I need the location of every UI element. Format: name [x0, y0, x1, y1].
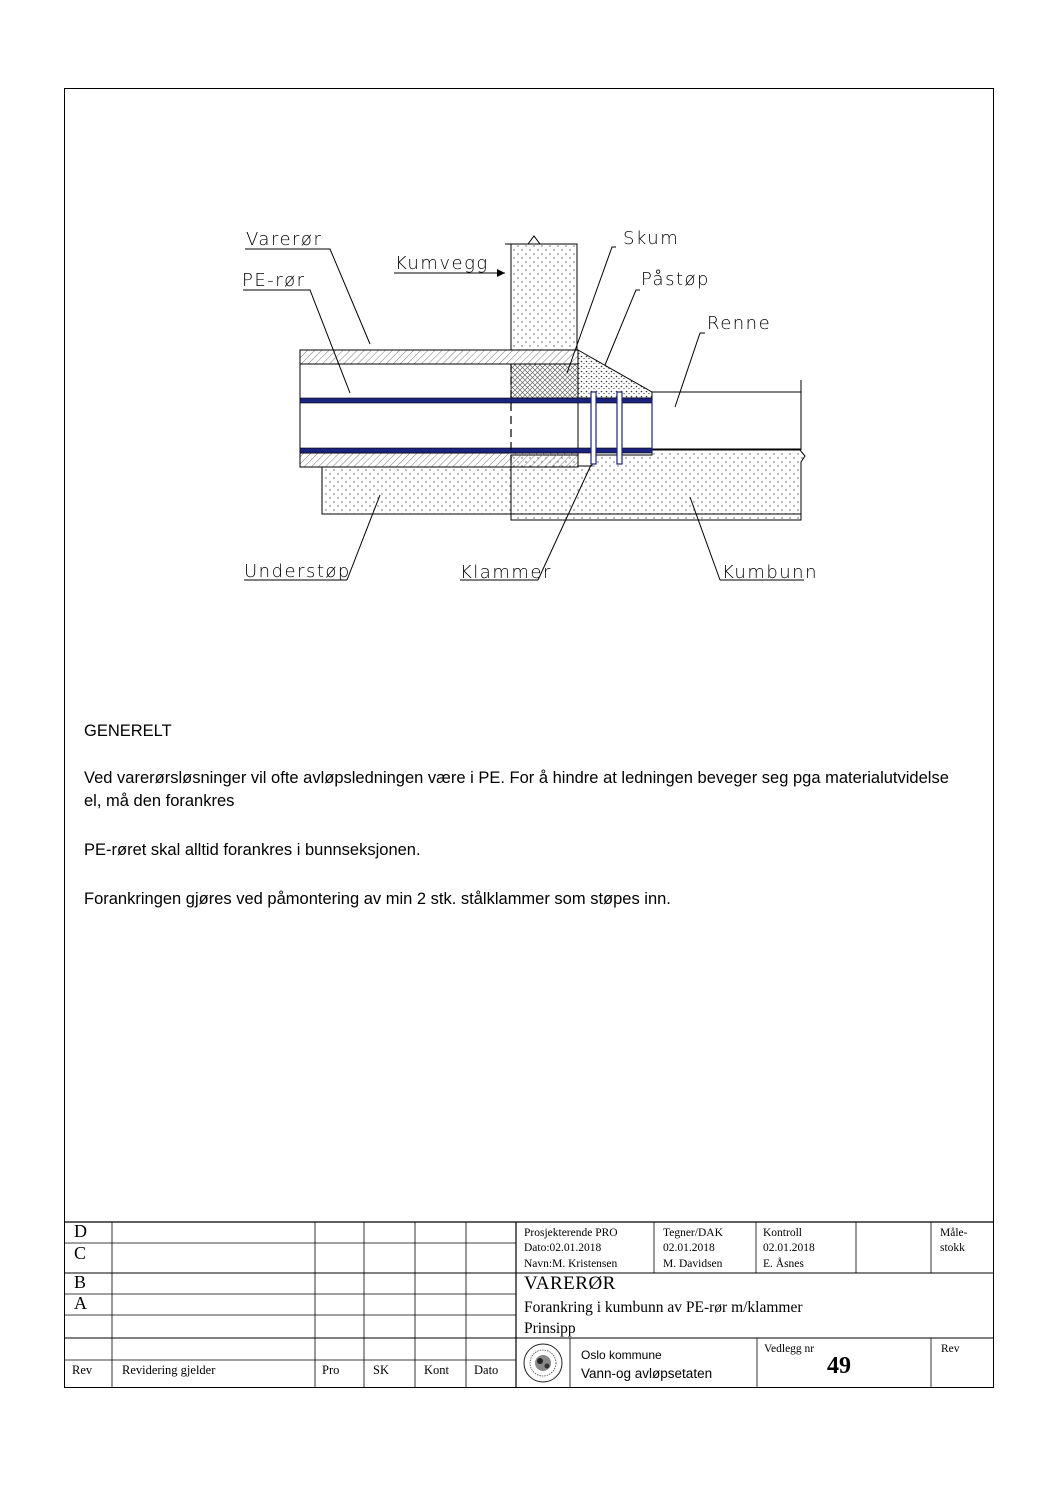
vedlegg-label: Vedlegg nr [764, 1343, 815, 1355]
label-pe-rør: PE-rør [242, 270, 306, 291]
header-kont: Kont [424, 1363, 449, 1377]
drawing-title: VARERØR [524, 1273, 616, 1294]
label-klammer: Klammer [460, 562, 552, 583]
header-revidering: Revidering gjelder [122, 1363, 216, 1377]
malestokk-line2: stokk [940, 1242, 965, 1254]
drawing-subtitle-1: Forankring i kumbunn av PE-rør m/klammer [524, 1299, 803, 1316]
rev-letter-c: C [74, 1243, 87, 1263]
postop-wedge [578, 350, 652, 398]
org-name: Oslo kommune [581, 1348, 662, 1362]
prosjekt-navn: Navn:M. Kristensen [524, 1258, 618, 1270]
tegner-dato: 02.01.2018 [663, 1242, 715, 1254]
general-text-block [84, 720, 964, 937]
label-understop: Understøp [244, 561, 351, 582]
label-kumvegg: Kumvegg [395, 253, 489, 274]
kumvegg-wall [505, 236, 577, 350]
label-skum: Skum [623, 228, 680, 249]
rev-letter-d: D [74, 1221, 87, 1241]
paragraph-1: Ved varerørsløsninger vil ofte avløpsledningen være i PE. For å hindre at ledningen beveger seg pga materialutvidelse el, må den forankres [84, 769, 949, 810]
org-dept: Vann-og avløpsetaten [581, 1366, 713, 1381]
tegner-navn: M. Davidsen [663, 1258, 723, 1270]
header-sk: SK [373, 1363, 389, 1377]
kontroll-dato: 02.01.2018 [763, 1242, 815, 1254]
header-pro: Pro [322, 1363, 340, 1377]
leader-lines [243, 247, 720, 580]
understop-slab [322, 467, 511, 514]
kontroll-navn: E. Åsnes [763, 1258, 804, 1270]
pe-rør-pipe [300, 398, 652, 453]
rev-letter-b: B [74, 1272, 87, 1292]
title-block [64, 1222, 994, 1388]
label-renne: Renne [707, 313, 772, 334]
header-rev: Rev [72, 1363, 93, 1377]
paragraph-3: Forankringen gjøres ved påmontering av min 2 stk. stålklammer som støpes inn. [84, 890, 671, 908]
heading-generelt: GENERELT [84, 722, 172, 740]
paragraph-2: PE-røret skal alltid forankres i bunnseksjonen. [84, 841, 421, 859]
kontroll-title: Kontroll [763, 1227, 802, 1239]
vedlegg-number: 49 [827, 1353, 851, 1379]
prosjekt-dato: Dato:02.01.2018 [524, 1242, 602, 1254]
prosjekt-title: Prosjekterende PRO [524, 1227, 618, 1239]
label-kumbunn: Kumbunn [722, 562, 818, 583]
malestokk-line1: Måle- [940, 1227, 968, 1239]
header-dato: Dato [474, 1363, 499, 1377]
label-varerør: Varerør [246, 229, 323, 250]
rev-label: Rev [941, 1343, 960, 1355]
label-postop: Påstøp [641, 269, 710, 290]
rev-letter-a: A [74, 1293, 87, 1313]
tegner-title: Tegner/DAK [663, 1227, 723, 1239]
renne-channel [652, 380, 801, 450]
drawing-subtitle-2: Prinsipp [524, 1320, 576, 1337]
